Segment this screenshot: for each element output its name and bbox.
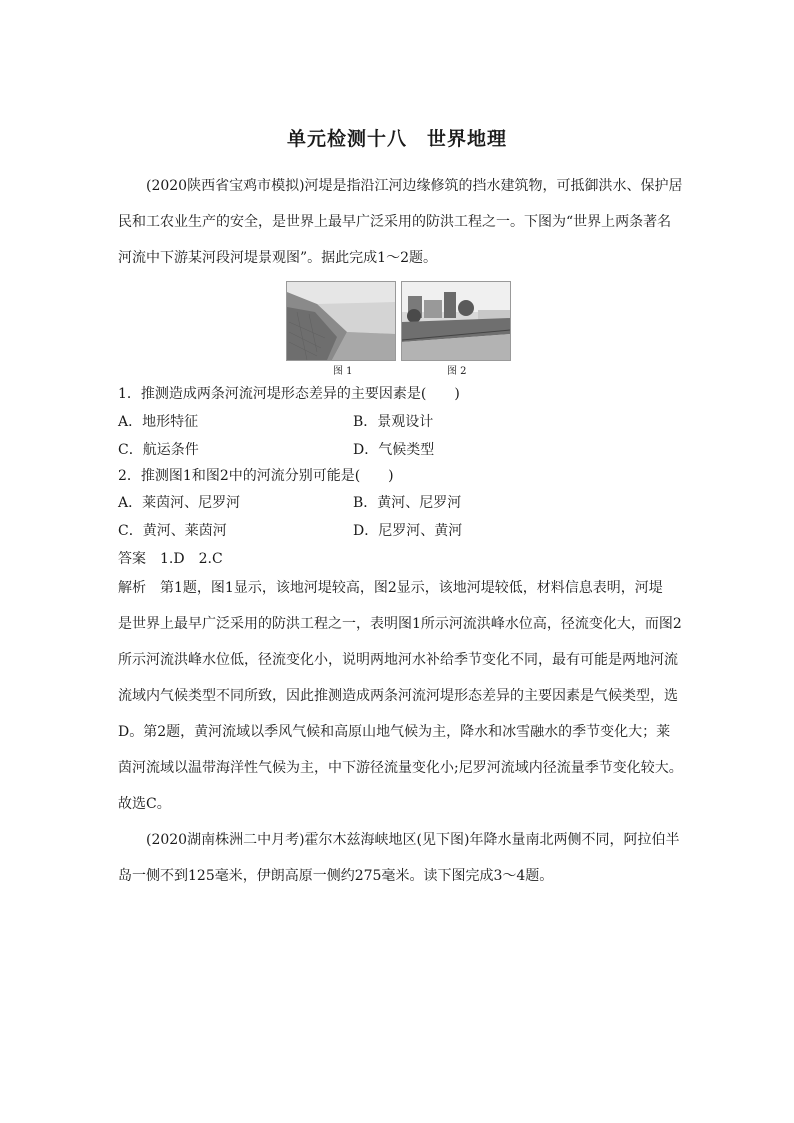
intro-line: (2020陕西省宝鸡市模拟)河堤是指沿江河边缘修筑的挡水建筑物，可抵御洪水、保护居 (146, 178, 683, 194)
figure-2-caption: 图 2 (447, 366, 467, 377)
figure-1-photo (286, 281, 396, 361)
intro-paragraph-1 (118, 168, 683, 276)
levee-photo-1 (287, 282, 395, 360)
analysis-line: 茵河流域以温带海洋性气候为主，中下游径流量变化小;尼罗河流域内径流量季节变化较大。 (118, 760, 683, 776)
analysis-line: D。第2题，黄河流域以季风气候和高原山地气候为主，降水和冰雪融水的季节变化大；莱 (118, 724, 671, 740)
analysis-line: 所示河流洪峰水位低，径流变化小，说明两地河水补给季节变化不同，最有可能是两地河流 (118, 652, 678, 668)
analysis-line: 解析 第1题，图1显示，该地河堤较高，图2显示，该地河堤较低，材料信息表明，河堤 (118, 580, 663, 596)
analysis-line: 故选C。 (118, 796, 171, 812)
q2-option-b: B．黄河、尼罗河 (353, 495, 462, 511)
q2-option-d: D．尼罗河、黄河 (353, 523, 463, 539)
intro-line: 民和工农业生产的安全，是世界上最早广泛采用的防洪工程之一。下图为“世界上两条著名 (118, 214, 672, 230)
question-1-stem: 1．推测造成两条河流河堤形态差异的主要因素是( ) (118, 386, 460, 402)
question-2-stem: 2．推测图1和图2中的河流分别可能是( ) (118, 468, 394, 484)
intro-line: 岛一侧不到125毫米，伊朗高原一侧约275毫米。读下图完成3～4题。 (118, 868, 554, 884)
figure-2-photo (401, 281, 511, 361)
q1-option-d: D．气候类型 (353, 442, 435, 458)
intro-paragraph-2 (118, 822, 678, 894)
answer-line: 答案 1.D 2.C (118, 551, 223, 567)
intro-line: (2020湖南株洲二中月考)霍尔木兹海峡地区(见下图)年降水量南北两侧不同，阿拉伯半 (146, 832, 680, 848)
analysis-line: 是世界上最早广泛采用的防洪工程之一，表明图1所示河流洪峰水位高，径流变化大，而图2 (118, 616, 682, 632)
levee-photo-2 (402, 282, 510, 360)
q1-option-a: A．地形特征 (118, 414, 199, 430)
q1-option-c: C．航运条件 (118, 442, 199, 458)
intro-line: 河流中下游某河段河堤景观图”。据此完成1～2题。 (118, 250, 437, 266)
q2-option-a: A．莱茵河、尼罗河 (118, 495, 241, 511)
q1-option-b: B．景观设计 (353, 414, 434, 430)
analysis-paragraph (118, 570, 683, 822)
q2-option-c: C．黄河、莱茵河 (118, 523, 227, 539)
figure-1-caption: 图 1 (333, 366, 353, 377)
analysis-line: 流域内气候类型不同所致，因此推测造成两条河流河堤形态差异的主要因素是气候类型，选 (118, 688, 678, 704)
page-title: 单元检测十八 世界地理 (286, 128, 507, 150)
